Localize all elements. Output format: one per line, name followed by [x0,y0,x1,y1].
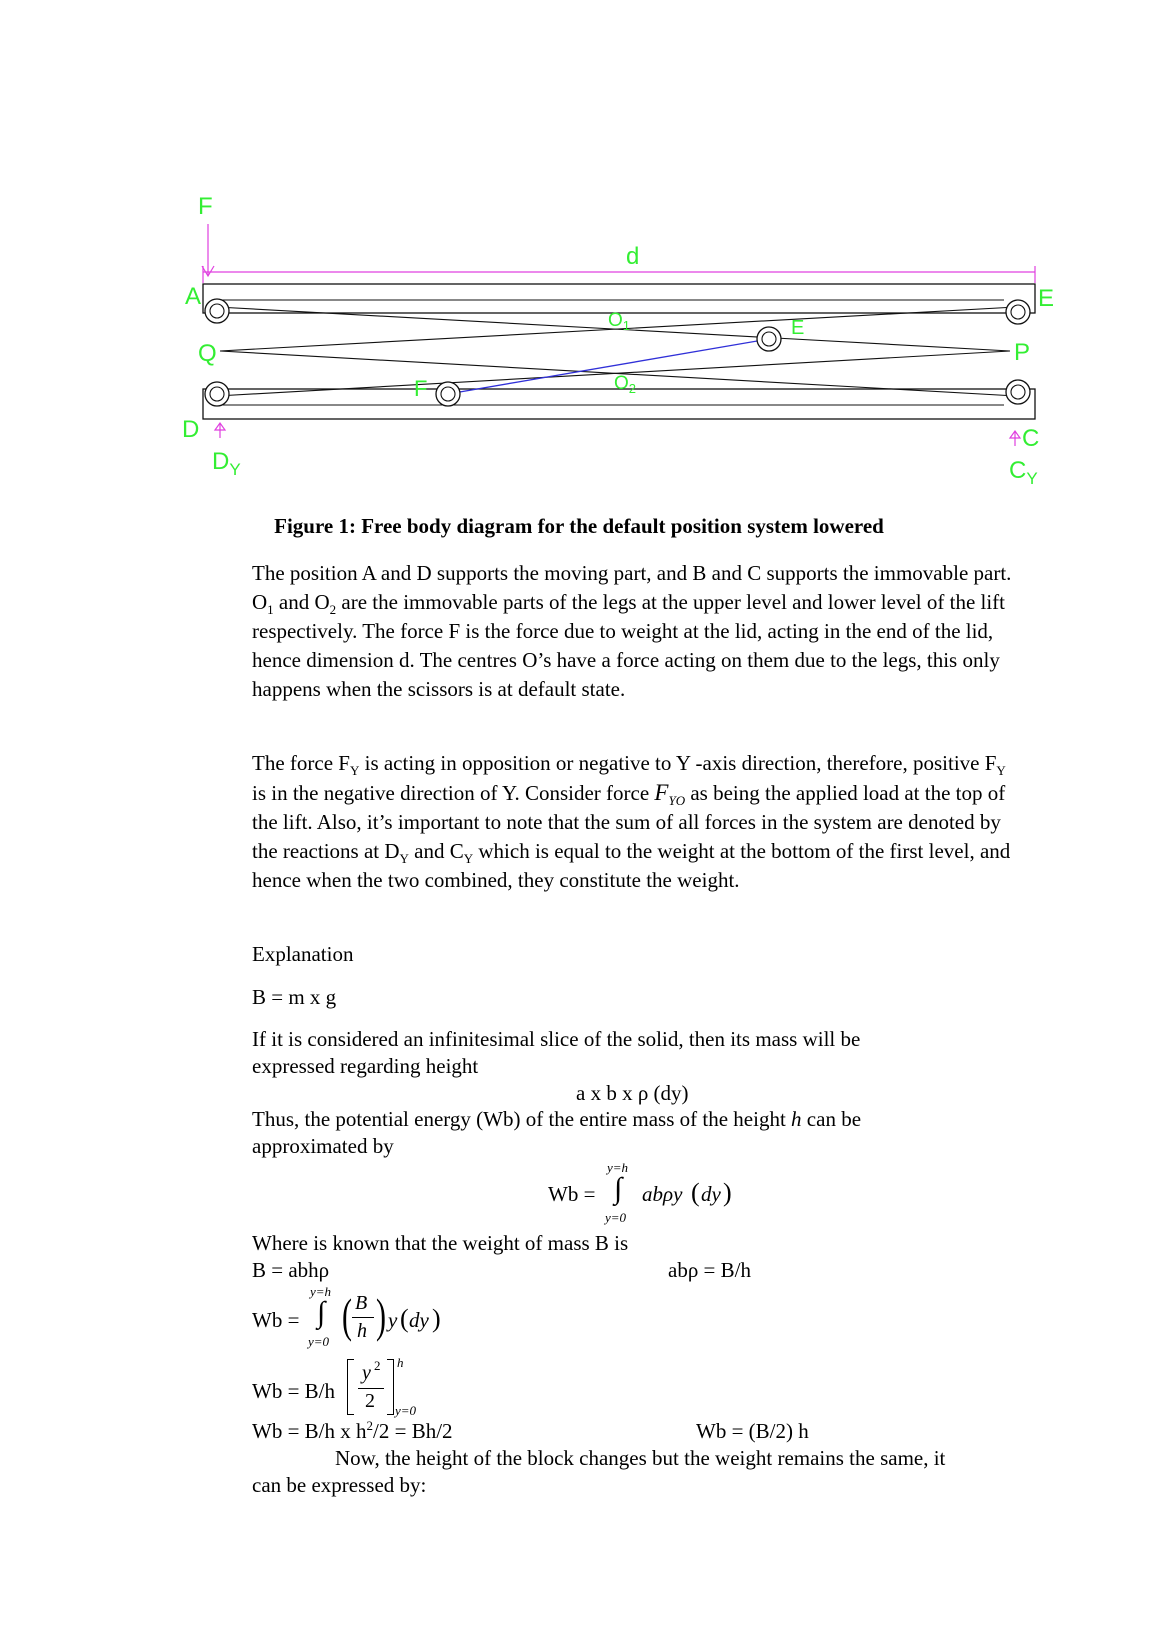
equation-b-abh: B = abhρ [252,1258,330,1282]
equation-abrho: abρ = B/h [668,1258,751,1282]
label-e-mid: E [791,317,805,339]
label-cy: $C_Y$ [1009,457,1038,488]
label-e-right: E [1038,285,1055,312]
potential-energy-line1: Thus, the potential energy (Wb) of the entire mass of the height h can be [252,1107,862,1131]
pin-e-right [1006,300,1030,324]
figure-caption: Figure 1: Free body diagram for the default position system lowered [274,514,884,538]
pin-e-mid [757,327,781,351]
now-line1: Now, the height of the block changes but the weight remains the same, it [335,1446,946,1470]
label-a: A [185,283,202,310]
wb-result-line2: Wb = (B/2) h [696,1419,809,1443]
label-f: F [198,193,213,220]
label-q: Q [198,340,217,367]
label-d-support: D [182,416,200,443]
wb-result-line: Wb = B/h x $h^2/2 = Bh/2$ [252,1418,453,1443]
label-c: C [1022,425,1040,452]
bracket-equation: Wb = B/h y 2 2 h y=0 [252,1355,417,1418]
label-o1: $O_1$ [608,310,631,333]
top-platform [203,284,1035,313]
paragraph-supports: The position A and D supports the moving part, and B and C supports the immovable part. $O_1$ and $O_2$ are the immovable parts of the legs at the upper level and lower level of the lift respectively. The force F is the force due to weight at the lid, acting in the end of the lid, hence dimension d. The centres O’s have a force acting on them due to the legs, this only happens when the scissors is at default state. [252,561,1012,701]
label-d: d [626,243,640,270]
label-p: P [1014,339,1031,366]
explanation-heading: Explanation [252,942,354,966]
pin-c [1006,380,1030,404]
paragraph-force: The force $F_Y$ is acting in opposition or negative to Y -axis direction, therefore, positive $F_Y$ is in the negative direction of Y. Consider force $F_{YO}$ as being the applied load at the top of the lift. Also, it’s important to note that the sum of all forces in the system are denoted by the reactions at $D_Y$ and $C_Y$ which is equal to the weight at the bottom of the first level, and hence when the two combined, they constitute the weight. [252,751,1011,892]
pin-d [205,382,229,406]
now-line2: can be expressed by: [252,1473,427,1497]
equation-b-mg: B = m x g [252,985,337,1009]
label-dy: $D_Y$ [212,448,241,479]
label-o2: $O_2$ [614,373,637,396]
label-f-low: F [414,376,428,401]
pin-a [205,299,229,323]
slice-text-line2: expressed regarding height [252,1054,479,1078]
integral-equation-2: Wb = y=h ∫ y=0 ( B h ) y ( dy ) [252,1284,441,1349]
slice-expression: a x b x ρ (dy) [576,1081,689,1105]
free-body-diagram [0,0,1158,500]
where-line: Where is known that the weight of mass B is [252,1231,629,1255]
pin-f-low [436,382,460,406]
slice-text-line1: If it is considered an infinitesimal slice of the solid, then its mass will be [252,1027,861,1051]
integral-equation-1: Wb = y=h ∫ y=0 abρy ( dy ) [548,1160,732,1225]
potential-energy-line2: approximated by [252,1134,394,1158]
